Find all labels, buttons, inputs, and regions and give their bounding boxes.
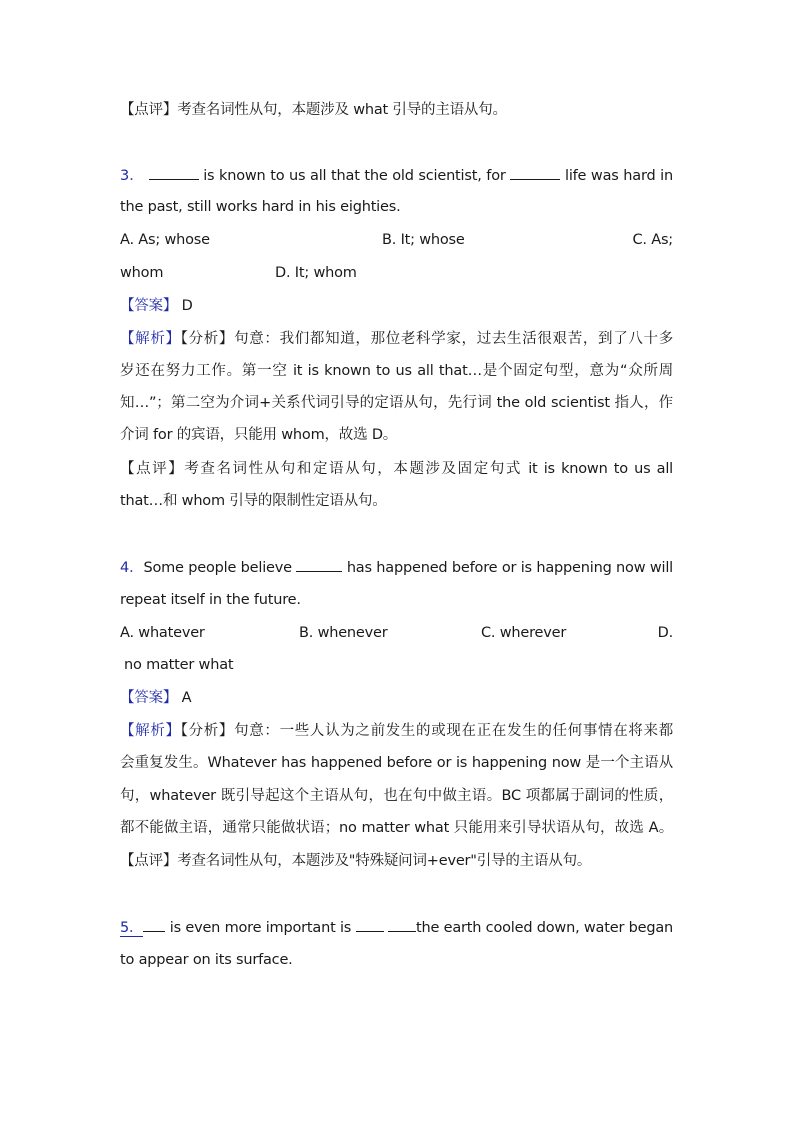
q5-blank-2 [356, 917, 384, 932]
q3-answer-label: 【答案】 [120, 298, 178, 314]
q5-stem-line2: to appear on its surface. [120, 952, 293, 968]
q3-stem-line1 [120, 165, 673, 186]
q4-analysis-line1 [120, 721, 673, 741]
q4-number: 4． [120, 560, 144, 576]
q3-analysis-line3: 知…”；第二空为介词+关系代词引导的定语从句，先行词 the old scientist 指人，作 [120, 395, 673, 411]
q3-stem-line2: the past, still works hard in his eighties. [120, 199, 401, 215]
q4-analysis-label: 【解析】 [120, 723, 181, 739]
q4-analysis-line4: 都不能做主语，通常只能做状语；no matter what 只能用来引导状语从句，故选 A。 [120, 820, 673, 836]
q3-stem-part2: life was hard in [564, 168, 673, 184]
q5-stem-part2: the earth cooled down, water began [416, 920, 674, 936]
q3-option-b: B. It; whose [382, 232, 465, 248]
q4-answer-value: A [181, 690, 192, 706]
q4-stem-part1: Some people believe [143, 560, 292, 576]
q3-option-c: C. As; [632, 232, 673, 248]
q5-stem-line1 [120, 917, 673, 938]
q4-option-a: A. whatever [120, 625, 205, 641]
q3-blank-2 [510, 165, 560, 180]
q4-option-d-cont: no matter what [124, 657, 234, 673]
q3-option-c-cont: whom [120, 265, 164, 281]
q5-blank-3 [388, 917, 416, 932]
q4-stem-line1 [120, 557, 673, 578]
q5-number: 5． [120, 920, 144, 936]
q3-comment-line1: 【点评】考查名词性从句和定语从句，本题涉及固定句式 it is known to us all [120, 461, 673, 477]
q4-option-d: D. [657, 625, 673, 641]
q3-option-a: A. As; whose [120, 232, 210, 248]
q4-analysis-line3: 句，whatever 既引导起这个主语从句，也在句中做主语。BC 项都属于副词的性质， [120, 788, 673, 804]
q3-answer-value: D [181, 298, 193, 314]
q3-analysis-line4: 介词 for 的宾语，只能用 whom，故选 D。 [120, 427, 398, 443]
q3-blank-1 [149, 165, 199, 180]
q4-stem-part2: has happened before or is happening now will [346, 560, 673, 576]
q3-stem-part1: is known to us all that the old scientist, for [203, 168, 506, 184]
q3-comment-line2: that…和 whom 引导的限制性定语从句。 [120, 493, 387, 509]
q3-analysis-label: 【解析】 [120, 331, 181, 347]
q4-analysis-text: 【分析】句意：一些人认为之前发生的或现在正在发生的任何事情在将来都 [180, 723, 673, 739]
q4-blank [296, 557, 342, 572]
q5-stem-part1: is even more important is [169, 920, 352, 936]
q4-analysis-line2: 会重复发生。Whatever has happened before or is happening now 是一个主语从 [120, 755, 673, 771]
q4-comment-line1: 【点评】考查名词性从句，本题涉及"特殊疑问词+ever"引导的主语从句。 [120, 853, 592, 869]
q4-option-c: C. wherever [481, 625, 567, 641]
q3-analysis-line1 [120, 329, 673, 349]
q4-answer [120, 688, 673, 708]
q5-blank-1 [143, 917, 165, 932]
q3-option-d: D. It; whom [275, 265, 357, 281]
q4-option-b: B. whenever [299, 625, 388, 641]
prev-comment: 【点评】考查名词性从句，本题涉及 what 引导的主语从句。 [120, 102, 507, 118]
q4-stem-line2: repeat itself in the future. [120, 592, 301, 608]
q3-answer [120, 296, 673, 316]
q3-analysis-line2: 岁还在努力工作。第一空 it is known to us all that…是个固定句型，意为“众所周 [120, 363, 673, 379]
q3-analysis-text: 【分析】句意：我们都知道，那位老科学家，过去生活很艰苦，到了八十多 [180, 331, 673, 347]
q4-answer-label: 【答案】 [120, 690, 178, 706]
q3-number: 3． [120, 168, 144, 184]
